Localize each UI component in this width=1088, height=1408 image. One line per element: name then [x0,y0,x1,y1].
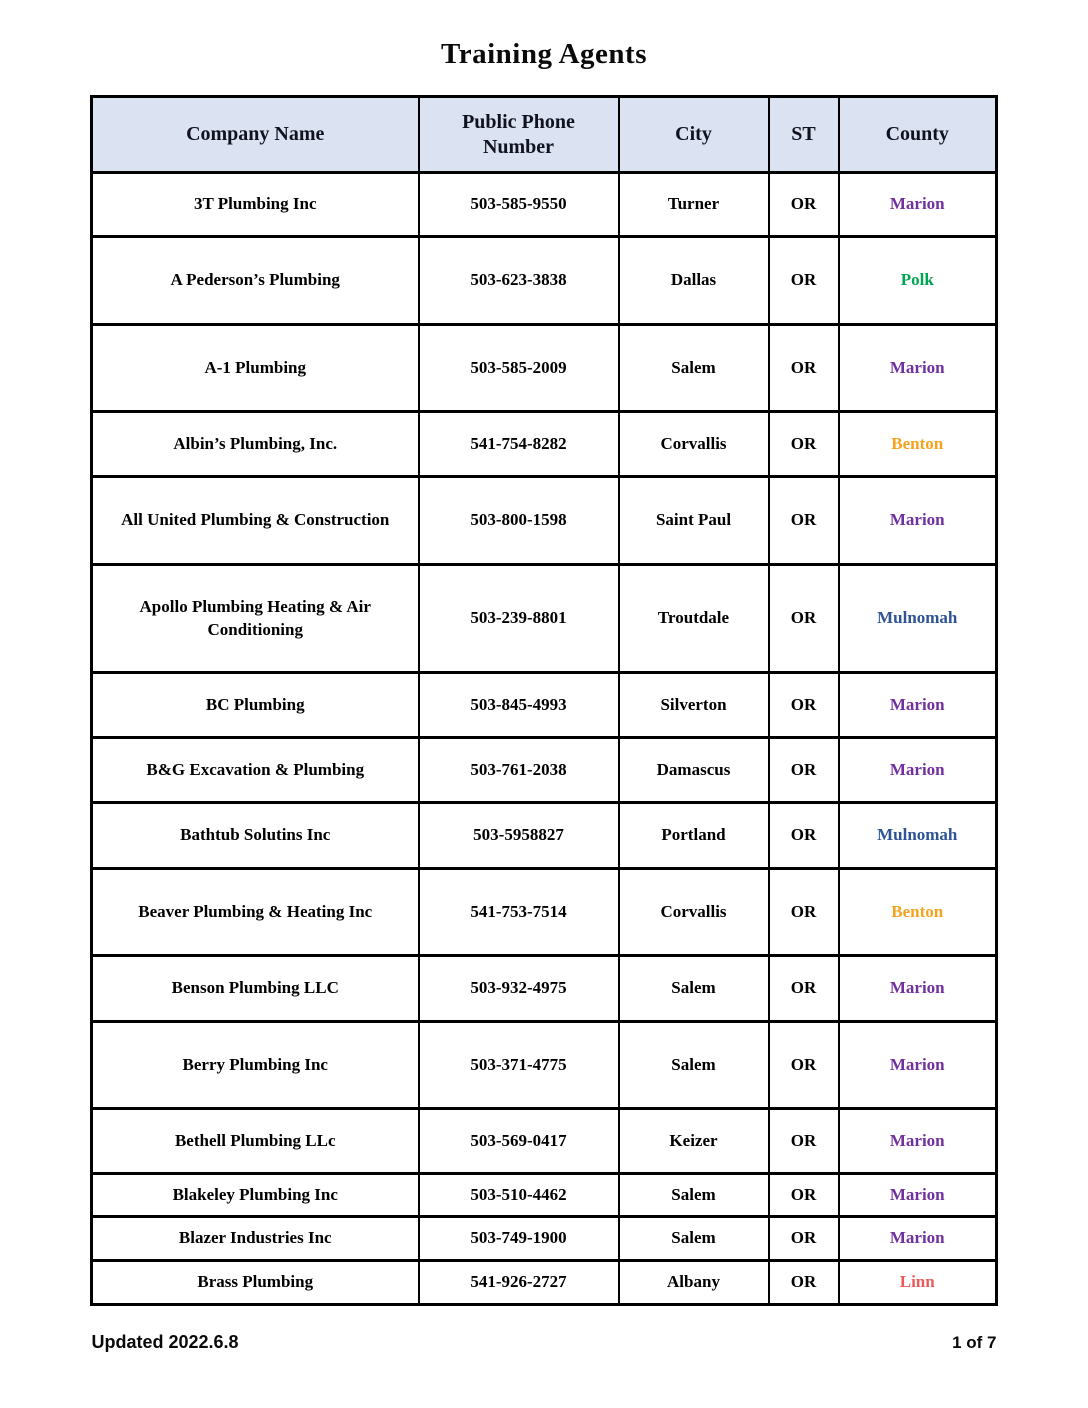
cell-county: Polk [839,237,997,325]
table-row [92,1022,997,1109]
cell-county: Marion [839,673,997,738]
cell-company-name: A-1 Plumbing [92,325,419,412]
table-body [92,173,997,1305]
cell-company-name: Beaver Plumbing & Heating Inc [92,869,419,956]
cell-county: Marion [839,477,997,565]
training-agents-table [90,95,998,1306]
cell-company-name: Bethell Plumbing LLc [92,1109,419,1174]
cell-county: Marion [839,1109,997,1174]
cell-city: Albany [619,1261,769,1305]
cell-company-name: Benson Plumbing LLC [92,956,419,1022]
cell-city: Salem [619,956,769,1022]
cell-phone-number: 503-371-4775 [419,1022,619,1109]
header-city: City [619,97,769,173]
cell-phone-number: 503-845-4993 [419,673,619,738]
header-county: County [839,97,997,173]
page-title: Training Agents [441,38,647,70]
cell-city: Saint Paul [619,477,769,565]
cell-state: OR [769,237,839,325]
cell-county: Marion [839,1217,997,1261]
cell-city: Troutdale [619,565,769,673]
cell-company-name: Apollo Plumbing Heating & Air Conditioning [92,565,419,673]
header-row [92,97,997,173]
cell-phone-number: 503-585-9550 [419,173,619,237]
cell-state: OR [769,1109,839,1174]
page-number: 1 of 7 [952,1333,997,1352]
cell-company-name: Bathtub Solutins Inc [92,803,419,869]
cell-city: Salem [619,325,769,412]
cell-company-name: 3T Plumbing Inc [92,173,419,237]
cell-company-name: B&G Excavation & Plumbing [92,738,419,803]
cell-state: OR [769,173,839,237]
cell-phone-number: 503-585-2009 [419,325,619,412]
cell-city: Salem [619,1174,769,1217]
cell-phone-number: 503-239-8801 [419,565,619,673]
table-row [92,477,997,565]
cell-state: OR [769,956,839,1022]
cell-state: OR [769,565,839,673]
cell-phone-number: 541-754-8282 [419,412,619,477]
cell-city: Salem [619,1022,769,1109]
cell-phone-number: 503-623-3838 [419,237,619,325]
cell-county: Marion [839,325,997,412]
table-row [92,673,997,738]
table-row [92,1261,997,1305]
cell-state: OR [769,869,839,956]
table-row [92,1174,997,1217]
cell-state: OR [769,803,839,869]
cell-county: Marion [839,738,997,803]
cell-state: OR [769,1174,839,1217]
cell-county: Benton [839,412,997,477]
cell-city: Dallas [619,237,769,325]
cell-city: Salem [619,1217,769,1261]
page-footer [92,1332,997,1353]
cell-company-name: Brass Plumbing [92,1261,419,1305]
table-header [92,97,997,173]
cell-state: OR [769,1217,839,1261]
cell-county: Marion [839,173,997,237]
cell-company-name: Albin’s Plumbing, Inc. [92,412,419,477]
header-company-name: Company Name [92,97,419,173]
cell-company-name: Blakeley Plumbing Inc [92,1174,419,1217]
cell-city: Keizer [619,1109,769,1174]
cell-city: Portland [619,803,769,869]
cell-state: OR [769,412,839,477]
table-row [92,738,997,803]
header-st: ST [769,97,839,173]
cell-city: Damascus [619,738,769,803]
cell-company-name: A Pederson’s Plumbing [92,237,419,325]
table-row [92,565,997,673]
cell-state: OR [769,477,839,565]
cell-city: Silverton [619,673,769,738]
cell-phone-number: 503-761-2038 [419,738,619,803]
table-row [92,956,997,1022]
cell-county: Mulnomah [839,803,997,869]
cell-city: Corvallis [619,412,769,477]
cell-phone-number: 503-932-4975 [419,956,619,1022]
table-row [92,237,997,325]
table-row [92,803,997,869]
cell-phone-number: 503-800-1598 [419,477,619,565]
cell-company-name: Blazer Industries Inc [92,1217,419,1261]
cell-county: Linn [839,1261,997,1305]
cell-county: Benton [839,869,997,956]
cell-phone-number: 541-753-7514 [419,869,619,956]
cell-company-name: BC Plumbing [92,673,419,738]
cell-state: OR [769,1261,839,1305]
table-row [92,1217,997,1261]
cell-company-name: All United Plumbing & Construction [92,477,419,565]
cell-state: OR [769,738,839,803]
cell-phone-number: 503-749-1900 [419,1217,619,1261]
updated-date: Updated 2022.6.8 [91,1332,239,1352]
table-row [92,173,997,237]
cell-county: Marion [839,1174,997,1217]
table-row [92,869,997,956]
table-row [92,412,997,477]
cell-county: Mulnomah [839,565,997,673]
cell-county: Marion [839,1022,997,1109]
cell-county: Marion [839,956,997,1022]
cell-state: OR [769,1022,839,1109]
cell-company-name: Berry Plumbing Inc [92,1022,419,1109]
header-public-phone-number: Public Phone Number [419,97,619,173]
cell-state: OR [769,673,839,738]
table-row [92,1109,997,1174]
cell-phone-number: 503-510-4462 [419,1174,619,1217]
cell-phone-number: 503-5958827 [419,803,619,869]
table-row [92,325,997,412]
cell-phone-number: 503-569-0417 [419,1109,619,1174]
cell-city: Corvallis [619,869,769,956]
cell-city: Turner [619,173,769,237]
cell-state: OR [769,325,839,412]
cell-phone-number: 541-926-2727 [419,1261,619,1305]
